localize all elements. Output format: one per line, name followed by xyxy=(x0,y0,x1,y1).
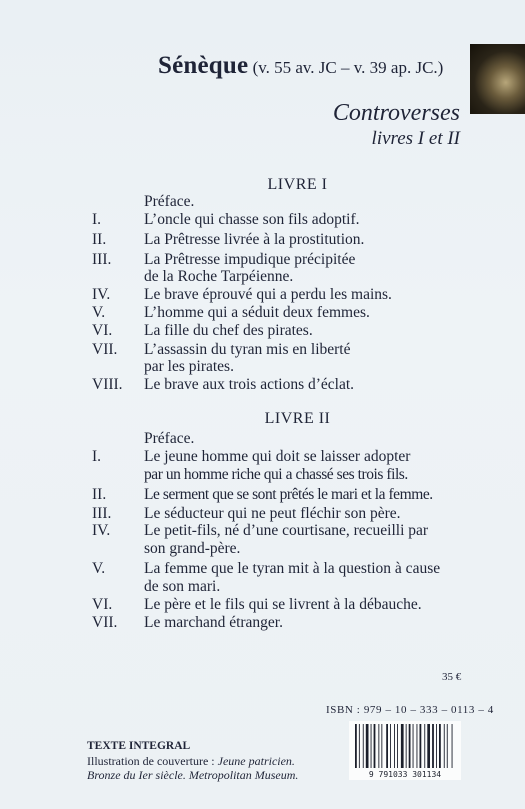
barcode-bar xyxy=(390,724,391,768)
barcode-bar xyxy=(406,724,407,768)
barcode-bar xyxy=(378,724,379,768)
author-line xyxy=(158,52,443,80)
book-1-heading: LIVRE I xyxy=(267,176,328,193)
barcode-bar xyxy=(386,724,388,768)
barcode-digits: 9 791033 301134 xyxy=(368,770,442,779)
barcode xyxy=(349,721,461,780)
barcode-bar xyxy=(420,724,422,768)
barcode-bar xyxy=(355,724,357,768)
barcode-bar xyxy=(363,724,364,768)
book-subtitle: livres I et II xyxy=(371,128,460,149)
back-cover: Sénèque (v. 55 av. JC – v. 39 ap. JC.) Controverses livres I et II LIVRE I Préface. I. L’oncle qui chasse son fils adoptif. II. La Prêtresse livrée à la prostitution. III. La Prêtresse impudique précipitée de la Roche Tarpéienne. IV. Le brave éprouvé qui a perdu les mains. V. L’homme qui a séduit deux femmes. VI. La fille du chef des pirates. VII. L’assassin du tyran mis en liberté par les pirates. VIII. Le brave aux trois actions d’éclat. LIVRE II Préface. I. Le jeune homme qui doit se laisser adopter par un homme riche qui a chassé ses trois fils. II. Le serment que se sont prêtés le mari et la femme. III. Le séducteur qui ne peut fléchir son père. IV. Le petit-fils, né d’une courtisane, recueilli par son grand-père. V. La femme que le tyran mit à la question à cause de son mari. VI. Le père et le fils qui se livrent à la débauche. VII. Le marchand étranger. 35 € ISBN : 979 – 10 – 333 – 0113 – 4 9 791033 301134 TEXTE INTEGRAL Illustration de couverture : Jeune patricien. Bronze du Ier siècle. Metropolitan Museum. xyxy=(0,0,525,809)
isbn-label: ISBN : 979 – 10 – 333 – 0113 – 4 xyxy=(326,704,494,716)
barcode-bar xyxy=(439,724,441,768)
barcode-bar xyxy=(381,724,382,768)
barcode-bar xyxy=(417,724,418,768)
barcode-bar xyxy=(444,724,445,768)
barcode-bar xyxy=(359,724,360,768)
barcode-bar xyxy=(413,724,414,768)
barcode-bar xyxy=(371,724,372,768)
barcode-bar xyxy=(432,724,434,768)
barcode-bar xyxy=(452,724,453,768)
barcode-bar xyxy=(427,724,430,768)
illustration-credit-line-2: Bronze du Ier siècle. Metropolitan Museum. xyxy=(87,768,299,782)
barcode-bar xyxy=(401,724,404,768)
author-name: Sénèque xyxy=(158,52,249,79)
edition-label: TEXTE INTEGRAL xyxy=(87,740,191,752)
barcode-bar xyxy=(374,724,376,768)
book-title: Controverses xyxy=(332,100,460,126)
barcode-bar xyxy=(424,724,425,768)
barcode-bar xyxy=(409,724,411,768)
bronze-statue-thumbnail xyxy=(470,44,525,114)
barcode-bar xyxy=(366,724,369,768)
barcode-bar xyxy=(447,724,448,768)
barcode-bar xyxy=(394,724,395,768)
barcode-bar xyxy=(436,724,437,768)
illustration-credit-line-1: Illustration de couverture : Jeune patricien. xyxy=(87,754,295,768)
barcode-bar xyxy=(397,724,398,768)
author-dates: (v. 55 av. JC – v. 39 ap. JC.) xyxy=(252,58,444,77)
book-2-heading: LIVRE II xyxy=(264,410,331,427)
price-label: 35 € xyxy=(442,671,462,683)
